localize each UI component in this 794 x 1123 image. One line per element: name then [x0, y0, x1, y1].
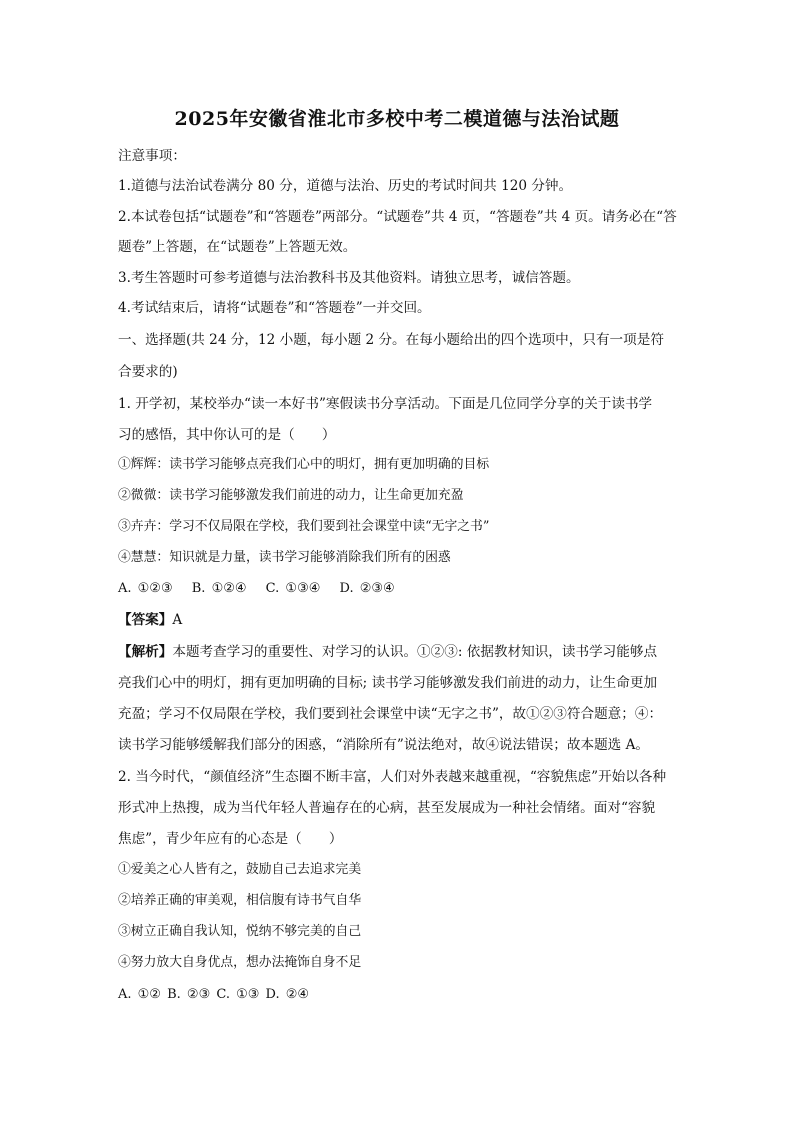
document-title: 2025年安徽省淮北市多校中考二模道德与法治试题	[174, 108, 620, 130]
question-1-analysis	[118, 642, 688, 662]
answer-value: A	[172, 612, 183, 628]
notice-item: 2.本试卷包括“试题卷”和“答题卷”两部分。“试题卷”共 4 页，“答题卷”共 4 页。请务必在“答	[118, 209, 677, 225]
question-1-choice: ③卉卉：学习不仅局限在学校，我们要到社会课堂中读“无字之书”	[118, 519, 490, 534]
question-2-choice: ①爱美之心人皆有之，鼓励自己去追求完美	[118, 862, 362, 877]
question-2-choice: ③树立正确自我认知，悦纳不够完美的自己	[118, 924, 362, 939]
question-1-analysis-line: 亮我们心中的明灯，拥有更加明确的目标; 读书学习能够激发我们前进的动力，让生命更加	[118, 675, 658, 691]
notice-item: 1.道德与法治试卷满分 80 分，道德与法治、历史的考试时间共 120 分钟。	[118, 178, 573, 194]
question-1-choice: ④慧慧：知识就是力量，读书学习能够消除我们所有的困惑	[118, 550, 451, 565]
question-1-stem: 习的感悟，其中你认可的是（ ）	[118, 427, 336, 443]
question-1-choice: ①辉辉：读书学习能够点亮我们心中的明灯，拥有更加明确的目标	[118, 457, 490, 472]
question-1-stem: 1. 开学初，某校举办“读一本好书”寒假读书分享活动。下面是几位同学分享的关于读书学	[118, 396, 653, 412]
question-2-stem: 焦虑”，青少年应有的心态是（ ）	[118, 831, 343, 847]
question-2-choice: ②培养正确的审美观，相信腹有诗书气自华	[118, 893, 362, 908]
analysis-text: 本题考查学习的重要性、对学习的认识。①②③: 依据教材知识，读书学习能够点	[172, 644, 658, 660]
question-2-choice: ④努力放大自身优点，想办法掩饰自身不足	[118, 955, 362, 970]
section-heading: 一、选择题(共 24 分，12 小题，每小题 2 分。在每小题给出的四个选项中，只有一项是符	[118, 332, 664, 348]
notice-item: 3.考生答题时可参考道德与法治教科书及其他资料。请独立思考，诚信答题。	[118, 270, 580, 286]
analysis-label: 【解析】	[118, 644, 173, 660]
question-2-stem: 2. 当今时代，“颜值经济”生态圈不断丰富，人们对外表越来越重视，“容貌焦虑”开始以各种	[118, 769, 667, 785]
question-1-analysis-line: 充盈；学习不仅局限在学校，我们要到社会课堂中读“无字之书”，故①②③符合题意；④：	[118, 706, 663, 722]
question-1-answer	[118, 610, 688, 630]
question-1-analysis-line: 读书学习能够缓解我们部分的困惑，“消除所有”说法绝对，故④说法错误；故本题选 A。	[118, 737, 650, 753]
notice-heading: 注意事项：	[118, 148, 186, 164]
question-2-options: A. ①② B. ②③ C. ①③ D. ②④	[118, 987, 310, 1002]
section-heading-cont: 合要求的)	[118, 364, 178, 380]
question-2-stem: 形式冲上热搜，成为当代年轻人普遍存在的心病，甚至发展成为一种社会情绪。面对“容貌	[118, 800, 656, 816]
question-1-options: A. ①②③ B. ①②④ C. ①③④ D. ②③④	[118, 581, 395, 596]
answer-label: 【答案】	[118, 612, 173, 628]
notice-item: 题卷”上答题，在“试题卷”上答题无效。	[118, 239, 357, 255]
notice-item: 4.考试结束后，请将“试题卷”和“答题卷”一并交回。	[118, 300, 431, 316]
question-1-choice: ②微微：读书学习能够激发我们前进的动力，让生命更加充盈	[118, 488, 464, 503]
